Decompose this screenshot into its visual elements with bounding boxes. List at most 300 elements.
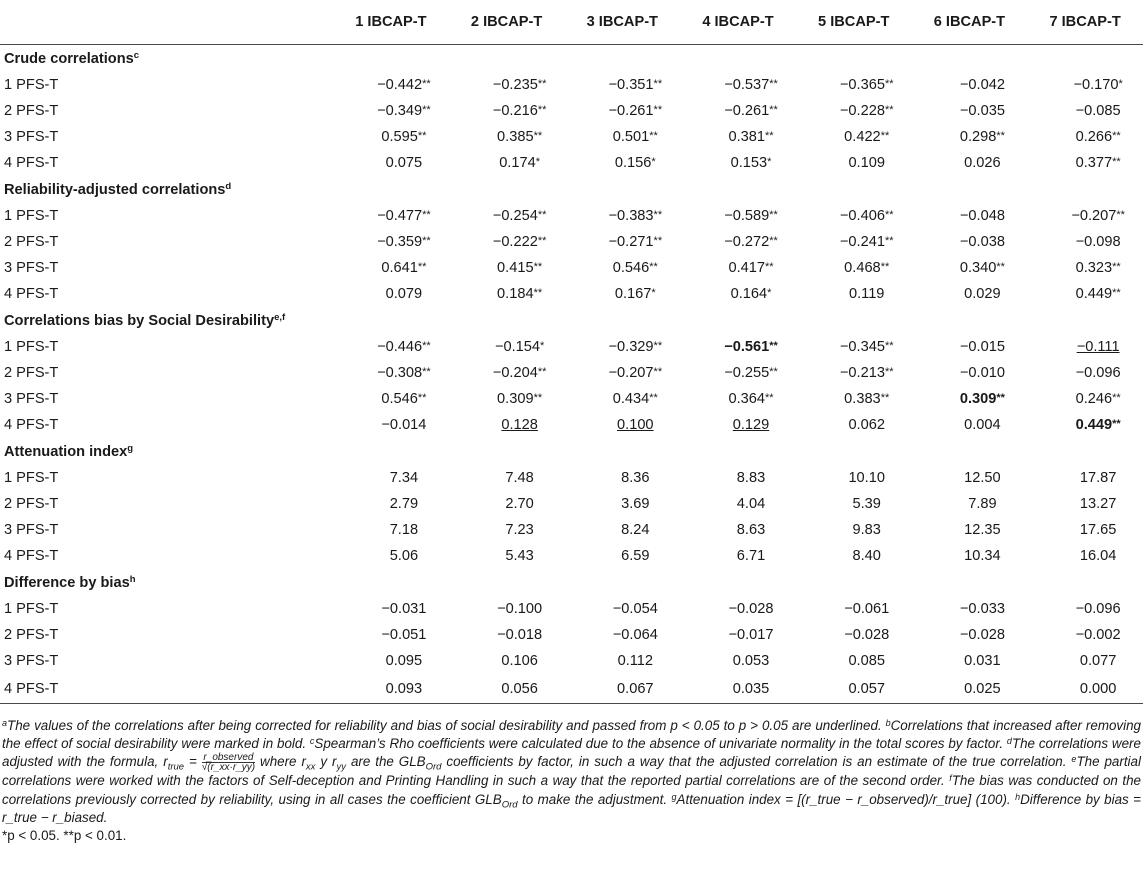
table-cell bbox=[796, 150, 912, 176]
cell-value: 5.43 bbox=[505, 548, 534, 564]
table-cell bbox=[912, 150, 1028, 176]
table-cell bbox=[1027, 543, 1143, 569]
cell-value: −0.216 bbox=[492, 103, 538, 119]
cell-content bbox=[493, 77, 547, 93]
significance-mark: ** bbox=[880, 261, 890, 273]
cell-content bbox=[968, 496, 996, 512]
table-cell bbox=[680, 622, 796, 648]
table-cell bbox=[912, 360, 1028, 386]
cell-content bbox=[613, 129, 658, 145]
table-row bbox=[0, 491, 1143, 517]
footnote-mark: g bbox=[671, 791, 677, 802]
table-cell bbox=[564, 72, 680, 98]
column-header: 4 IBCAP-T bbox=[702, 14, 774, 30]
row-label: 4 PFS-T bbox=[4, 548, 59, 564]
row-label: 1 PFS-T bbox=[4, 601, 59, 617]
significance-mark: ** bbox=[537, 78, 547, 90]
significance-mark: ** bbox=[996, 130, 1005, 142]
formula-numerator: r_observed bbox=[203, 752, 254, 764]
cell-value: 8.83 bbox=[736, 470, 766, 486]
footnote-mark: a bbox=[2, 718, 8, 728]
footnote-c: Spearman’s Rho coefficients were calculated due to the absence of univariate normality in the total scores by factor. bbox=[314, 736, 1004, 752]
table-cell bbox=[1027, 255, 1143, 281]
cell-value: 0.468 bbox=[844, 260, 881, 276]
cell-value: −0.222 bbox=[492, 234, 538, 250]
cell-value: −0.038 bbox=[959, 234, 1005, 250]
cell-content bbox=[613, 391, 658, 407]
cell-value: 0.164 bbox=[730, 286, 768, 302]
table-row bbox=[0, 517, 1143, 543]
cell-content bbox=[377, 365, 431, 381]
significance-mark: ** bbox=[653, 340, 663, 352]
significance-mark: ** bbox=[649, 130, 658, 142]
cell-content bbox=[390, 522, 418, 538]
cell-content bbox=[497, 601, 542, 617]
cell-content bbox=[609, 103, 663, 119]
formula-sub: yy bbox=[336, 762, 346, 774]
cell-value: 6.59 bbox=[621, 548, 650, 564]
footnote-d-part4: coefficients by factor, in such a way that the adjusted correlation is an estimate of the true correlation. bbox=[446, 754, 1067, 770]
table-cell bbox=[912, 72, 1028, 98]
cell-content bbox=[1076, 417, 1121, 433]
footnote-d-part3: are the GLB bbox=[350, 754, 426, 770]
cell-content bbox=[737, 496, 765, 512]
cell-content bbox=[737, 470, 765, 486]
cell-value: 13.27 bbox=[1079, 496, 1117, 512]
section-footnote-mark: h bbox=[129, 573, 136, 585]
table-cell bbox=[449, 674, 565, 704]
footnote-f-part1: The bias was conducted on the correlations previously corrected by reliability, using in all cases the coefficient GLB bbox=[2, 773, 1141, 807]
table-cell bbox=[912, 281, 1028, 307]
table-cell bbox=[680, 360, 796, 386]
table-cell bbox=[680, 491, 796, 517]
cell-content bbox=[840, 103, 894, 119]
cell-content bbox=[728, 260, 773, 276]
cell-content bbox=[724, 339, 778, 355]
cell-value: 17.65 bbox=[1079, 522, 1117, 538]
table-cell bbox=[449, 648, 565, 674]
cell-content bbox=[1077, 339, 1120, 355]
significance-mark: ** bbox=[422, 340, 431, 352]
cell-content bbox=[964, 653, 1001, 669]
table-cell bbox=[449, 360, 565, 386]
table-cell bbox=[912, 334, 1028, 360]
cell-content bbox=[1080, 522, 1117, 538]
cell-content bbox=[840, 77, 894, 93]
table-cell bbox=[564, 281, 680, 307]
significance-mark: ** bbox=[1116, 209, 1125, 221]
table-cell bbox=[564, 229, 680, 255]
table-cell bbox=[449, 543, 565, 569]
cell-content bbox=[733, 653, 770, 669]
row-label: 2 PFS-T bbox=[4, 365, 59, 381]
cell-value: 0.075 bbox=[385, 155, 423, 171]
cell-value: 7.34 bbox=[389, 470, 419, 486]
table-cell bbox=[796, 622, 912, 648]
table-cell bbox=[449, 412, 565, 438]
table-cell bbox=[333, 203, 449, 229]
table-cell bbox=[1027, 517, 1143, 543]
cell-content bbox=[505, 522, 533, 538]
table-cell bbox=[333, 674, 449, 704]
significance-mark: ** bbox=[653, 104, 663, 116]
cell-content bbox=[390, 470, 418, 486]
cell-value: 0.056 bbox=[501, 680, 538, 697]
table-footnotes bbox=[0, 704, 1143, 845]
cell-content bbox=[733, 681, 770, 697]
cell-value: 0.266 bbox=[1075, 129, 1113, 145]
significance-mark: ** bbox=[880, 130, 890, 142]
cell-value: 0.035 bbox=[732, 680, 770, 697]
row-label: 1 PFS-T bbox=[4, 77, 59, 93]
significance-mark: ** bbox=[884, 209, 894, 221]
cell-content bbox=[493, 208, 547, 224]
section-footnote-mark: e,f bbox=[274, 311, 286, 323]
significance-mark: ** bbox=[769, 104, 778, 116]
footnote-d-part2: where r bbox=[260, 754, 306, 770]
cell-value: 0.546 bbox=[381, 391, 418, 407]
cell-content bbox=[609, 208, 663, 224]
cell-content bbox=[493, 365, 547, 381]
table-cell bbox=[680, 98, 796, 124]
table-row bbox=[0, 360, 1143, 386]
cell-value: 0.449 bbox=[1075, 286, 1113, 302]
cell-content bbox=[844, 260, 889, 276]
row-label: 3 PFS-T bbox=[4, 391, 59, 407]
table-cell bbox=[796, 98, 912, 124]
cell-value: −0.017 bbox=[728, 627, 774, 643]
cell-value: 0.057 bbox=[848, 680, 885, 697]
cell-content bbox=[497, 129, 542, 145]
cell-value: 0.067 bbox=[617, 680, 654, 697]
table-cell bbox=[912, 386, 1028, 412]
cell-content bbox=[728, 601, 773, 617]
cell-value: −0.477 bbox=[377, 208, 423, 224]
cell-value: −0.085 bbox=[1075, 103, 1121, 119]
cell-content bbox=[964, 417, 1001, 433]
table-cell bbox=[449, 255, 565, 281]
table-cell bbox=[796, 517, 912, 543]
significance-mark: ** bbox=[1112, 287, 1121, 299]
cell-value: 8.24 bbox=[621, 522, 650, 538]
significance-mark: ** bbox=[533, 130, 543, 142]
cell-content bbox=[844, 627, 889, 643]
cell-content bbox=[505, 496, 533, 512]
table-cell bbox=[333, 622, 449, 648]
section-title bbox=[0, 45, 1143, 73]
cell-content bbox=[609, 365, 663, 381]
cell-value: −0.028 bbox=[844, 627, 890, 643]
cell-value: −0.446 bbox=[377, 339, 423, 355]
cell-value: −0.033 bbox=[959, 601, 1005, 617]
significance-mark: ** bbox=[884, 340, 894, 352]
cell-content bbox=[377, 103, 431, 119]
cell-value: −0.261 bbox=[608, 103, 654, 119]
cell-content bbox=[840, 234, 894, 250]
cell-value: 7.48 bbox=[505, 470, 534, 486]
significance-mark: * bbox=[1118, 78, 1123, 90]
cell-content bbox=[613, 601, 658, 617]
table-cell bbox=[680, 517, 796, 543]
table-cell bbox=[449, 281, 565, 307]
cell-value: 0.309 bbox=[497, 391, 534, 407]
cell-value: 0.309 bbox=[959, 391, 997, 407]
significance-mark: ** bbox=[653, 235, 663, 247]
cell-value: 0.184 bbox=[497, 286, 534, 302]
cell-content bbox=[1076, 234, 1121, 250]
cell-content bbox=[381, 391, 426, 407]
table-cell bbox=[333, 543, 449, 569]
cell-content bbox=[386, 653, 423, 669]
footnote-d-y: y r bbox=[320, 754, 337, 770]
significance-mark: ** bbox=[769, 366, 778, 378]
cell-content bbox=[386, 155, 423, 171]
significance-mark: * bbox=[767, 156, 772, 168]
cell-value: 0.501 bbox=[612, 129, 650, 145]
cell-content bbox=[848, 417, 885, 433]
table-row bbox=[0, 124, 1143, 150]
significance-mark: ** bbox=[1112, 418, 1121, 430]
cell-content bbox=[615, 286, 656, 302]
cell-content bbox=[621, 470, 649, 486]
cell-content bbox=[505, 548, 533, 564]
cell-value: −0.031 bbox=[381, 601, 427, 617]
section-title bbox=[0, 176, 1143, 203]
table-row bbox=[0, 229, 1143, 255]
table-cell bbox=[796, 255, 912, 281]
cell-value: 0.383 bbox=[844, 391, 881, 407]
section-title bbox=[0, 569, 1143, 596]
table-cell bbox=[564, 203, 680, 229]
significance-mark: ** bbox=[884, 104, 894, 116]
footnote-mark: f bbox=[949, 773, 952, 784]
formula-fraction bbox=[202, 753, 255, 772]
table-cell bbox=[1027, 281, 1143, 307]
section-header-row bbox=[0, 176, 1143, 203]
cell-content bbox=[844, 601, 889, 617]
cell-value: −0.561 bbox=[724, 339, 770, 355]
header-corner bbox=[0, 0, 333, 45]
cell-value: −0.254 bbox=[492, 208, 538, 224]
cell-value: −0.054 bbox=[612, 601, 658, 617]
cell-content bbox=[381, 601, 426, 617]
row-label: 4 PFS-T bbox=[4, 417, 59, 433]
cell-value: 0.417 bbox=[728, 260, 765, 276]
table-cell bbox=[1027, 674, 1143, 704]
cell-content bbox=[609, 339, 663, 355]
significance-mark: ** bbox=[880, 392, 890, 404]
cell-content bbox=[964, 286, 1001, 302]
table-cell bbox=[796, 229, 912, 255]
table-cell bbox=[680, 596, 796, 622]
significance-note: *p < 0.05. **p < 0.01. bbox=[2, 828, 127, 844]
cell-content bbox=[497, 627, 542, 643]
significance-mark: ** bbox=[653, 78, 663, 90]
cell-value: 0.004 bbox=[964, 417, 1001, 433]
row-label: 4 PFS-T bbox=[4, 286, 59, 302]
formula-sub: true bbox=[167, 762, 185, 774]
footnote-mark: h bbox=[1015, 791, 1021, 802]
table-cell bbox=[333, 412, 449, 438]
row-label: 2 PFS-T bbox=[4, 234, 59, 250]
cell-content bbox=[728, 627, 773, 643]
cell-value: 2.79 bbox=[389, 496, 419, 512]
cell-content bbox=[960, 103, 1005, 119]
cell-content bbox=[724, 208, 778, 224]
footnote-mark: d bbox=[1006, 736, 1012, 747]
row-label: 3 PFS-T bbox=[4, 129, 59, 145]
cell-content bbox=[377, 234, 431, 250]
cell-content bbox=[386, 286, 423, 302]
cell-value: −0.207 bbox=[608, 365, 654, 381]
significance-mark: ** bbox=[533, 392, 543, 404]
table-cell bbox=[564, 543, 680, 569]
significance-mark: ** bbox=[417, 130, 427, 142]
cell-value: 0.129 bbox=[732, 417, 770, 433]
column-header: 1 IBCAP-T bbox=[355, 14, 427, 30]
significance-mark: ** bbox=[769, 340, 778, 352]
significance-mark: ** bbox=[764, 392, 774, 404]
cell-content bbox=[1080, 496, 1117, 512]
table-row bbox=[0, 98, 1143, 124]
cell-value: 0.079 bbox=[385, 286, 423, 302]
cell-content bbox=[737, 522, 765, 538]
table-cell bbox=[680, 648, 796, 674]
footnote-mark: c bbox=[309, 736, 315, 747]
cell-content bbox=[960, 339, 1005, 355]
cell-value: 0.109 bbox=[848, 155, 885, 171]
significance-mark: ** bbox=[422, 104, 431, 116]
row-label: 2 PFS-T bbox=[4, 627, 59, 643]
table-cell bbox=[564, 491, 680, 517]
table-cell bbox=[796, 124, 912, 150]
cell-value: 0.029 bbox=[964, 286, 1001, 302]
cell-value: −0.359 bbox=[377, 234, 423, 250]
cell-content bbox=[964, 522, 1001, 538]
table-cell bbox=[1027, 334, 1143, 360]
cell-value: 0.422 bbox=[844, 129, 881, 145]
cell-value: 0.246 bbox=[1075, 391, 1113, 407]
cell-value: −0.098 bbox=[1075, 234, 1121, 250]
significance-mark: ** bbox=[884, 366, 894, 378]
cell-content bbox=[1076, 129, 1121, 145]
cell-value: 9.83 bbox=[852, 522, 881, 538]
table-cell bbox=[912, 124, 1028, 150]
cell-value: 8.36 bbox=[621, 470, 650, 486]
cell-content bbox=[1073, 77, 1122, 93]
significance-mark: * bbox=[651, 287, 656, 299]
cell-value: −0.002 bbox=[1075, 627, 1121, 643]
cell-content bbox=[960, 208, 1005, 224]
cell-value: −0.351 bbox=[608, 77, 654, 93]
table-cell bbox=[1027, 98, 1143, 124]
cell-value: 5.39 bbox=[852, 496, 881, 512]
cell-content bbox=[1076, 391, 1121, 407]
cell-value: −0.271 bbox=[608, 234, 654, 250]
table-cell bbox=[796, 543, 912, 569]
cell-content bbox=[386, 681, 423, 697]
cell-content bbox=[495, 339, 544, 355]
table-cell bbox=[564, 255, 680, 281]
cell-content bbox=[381, 260, 426, 276]
significance-mark: ** bbox=[417, 392, 427, 404]
cell-content bbox=[960, 391, 1005, 407]
significance-mark: ** bbox=[996, 261, 1005, 273]
significance-mark: ** bbox=[422, 366, 431, 378]
cell-content bbox=[848, 681, 885, 697]
table-cell bbox=[333, 229, 449, 255]
significance-mark: ** bbox=[422, 235, 431, 247]
cell-content bbox=[853, 496, 881, 512]
cell-content bbox=[964, 681, 1001, 697]
table-cell bbox=[796, 281, 912, 307]
row-label: 3 PFS-T bbox=[4, 260, 59, 276]
table-cell bbox=[680, 465, 796, 491]
table-cell bbox=[564, 334, 680, 360]
cell-content bbox=[733, 417, 770, 433]
cell-value: 7.18 bbox=[389, 522, 419, 538]
section-header-row bbox=[0, 569, 1143, 596]
cell-content bbox=[1076, 155, 1121, 171]
table-cell bbox=[796, 491, 912, 517]
table-cell bbox=[333, 386, 449, 412]
table-cell bbox=[680, 203, 796, 229]
table-row bbox=[0, 622, 1143, 648]
cell-content bbox=[1076, 260, 1121, 276]
footnote-d-part1: The correlations were adjusted with the formula, bbox=[2, 736, 1141, 770]
cell-value: 0.095 bbox=[385, 653, 423, 669]
section-footnote-mark: c bbox=[133, 49, 140, 61]
cell-value: 8.40 bbox=[852, 548, 881, 564]
table-cell bbox=[449, 622, 565, 648]
cell-value: 0.119 bbox=[848, 286, 885, 302]
table-cell bbox=[912, 622, 1028, 648]
cell-value: −0.589 bbox=[724, 208, 770, 224]
significance-mark: ** bbox=[884, 235, 894, 247]
table-cell bbox=[1027, 229, 1143, 255]
column-header: 6 IBCAP-T bbox=[933, 14, 1006, 30]
cell-value: −0.349 bbox=[377, 103, 423, 119]
section-header-row bbox=[0, 438, 1143, 465]
cell-value: −0.383 bbox=[608, 208, 654, 224]
table-row bbox=[0, 203, 1143, 229]
cell-content bbox=[1076, 103, 1121, 119]
cell-value: 0.415 bbox=[497, 260, 534, 276]
significance-mark: ** bbox=[422, 209, 431, 221]
section-title-text: Difference by bias bbox=[4, 574, 130, 591]
table-row bbox=[0, 543, 1143, 569]
row-label: 4 PFS-T bbox=[4, 680, 59, 697]
row-label: 3 PFS-T bbox=[4, 522, 59, 538]
table-cell bbox=[796, 674, 912, 704]
cell-content bbox=[1080, 470, 1117, 486]
significance-mark: ** bbox=[649, 261, 658, 273]
cell-value: 5.06 bbox=[389, 548, 419, 564]
table-row bbox=[0, 412, 1143, 438]
cell-value: 0.174 bbox=[499, 155, 536, 171]
section-footnote-mark: d bbox=[225, 180, 232, 192]
cell-value: −0.213 bbox=[839, 365, 885, 381]
significance-mark: ** bbox=[996, 392, 1005, 404]
cell-content bbox=[381, 417, 426, 433]
significance-mark: * bbox=[767, 287, 772, 299]
table-cell bbox=[449, 517, 565, 543]
table-cell bbox=[564, 124, 680, 150]
cell-content bbox=[853, 548, 881, 564]
cell-value: −0.015 bbox=[959, 339, 1005, 355]
table-cell bbox=[564, 596, 680, 622]
cell-value: −0.035 bbox=[959, 103, 1005, 119]
